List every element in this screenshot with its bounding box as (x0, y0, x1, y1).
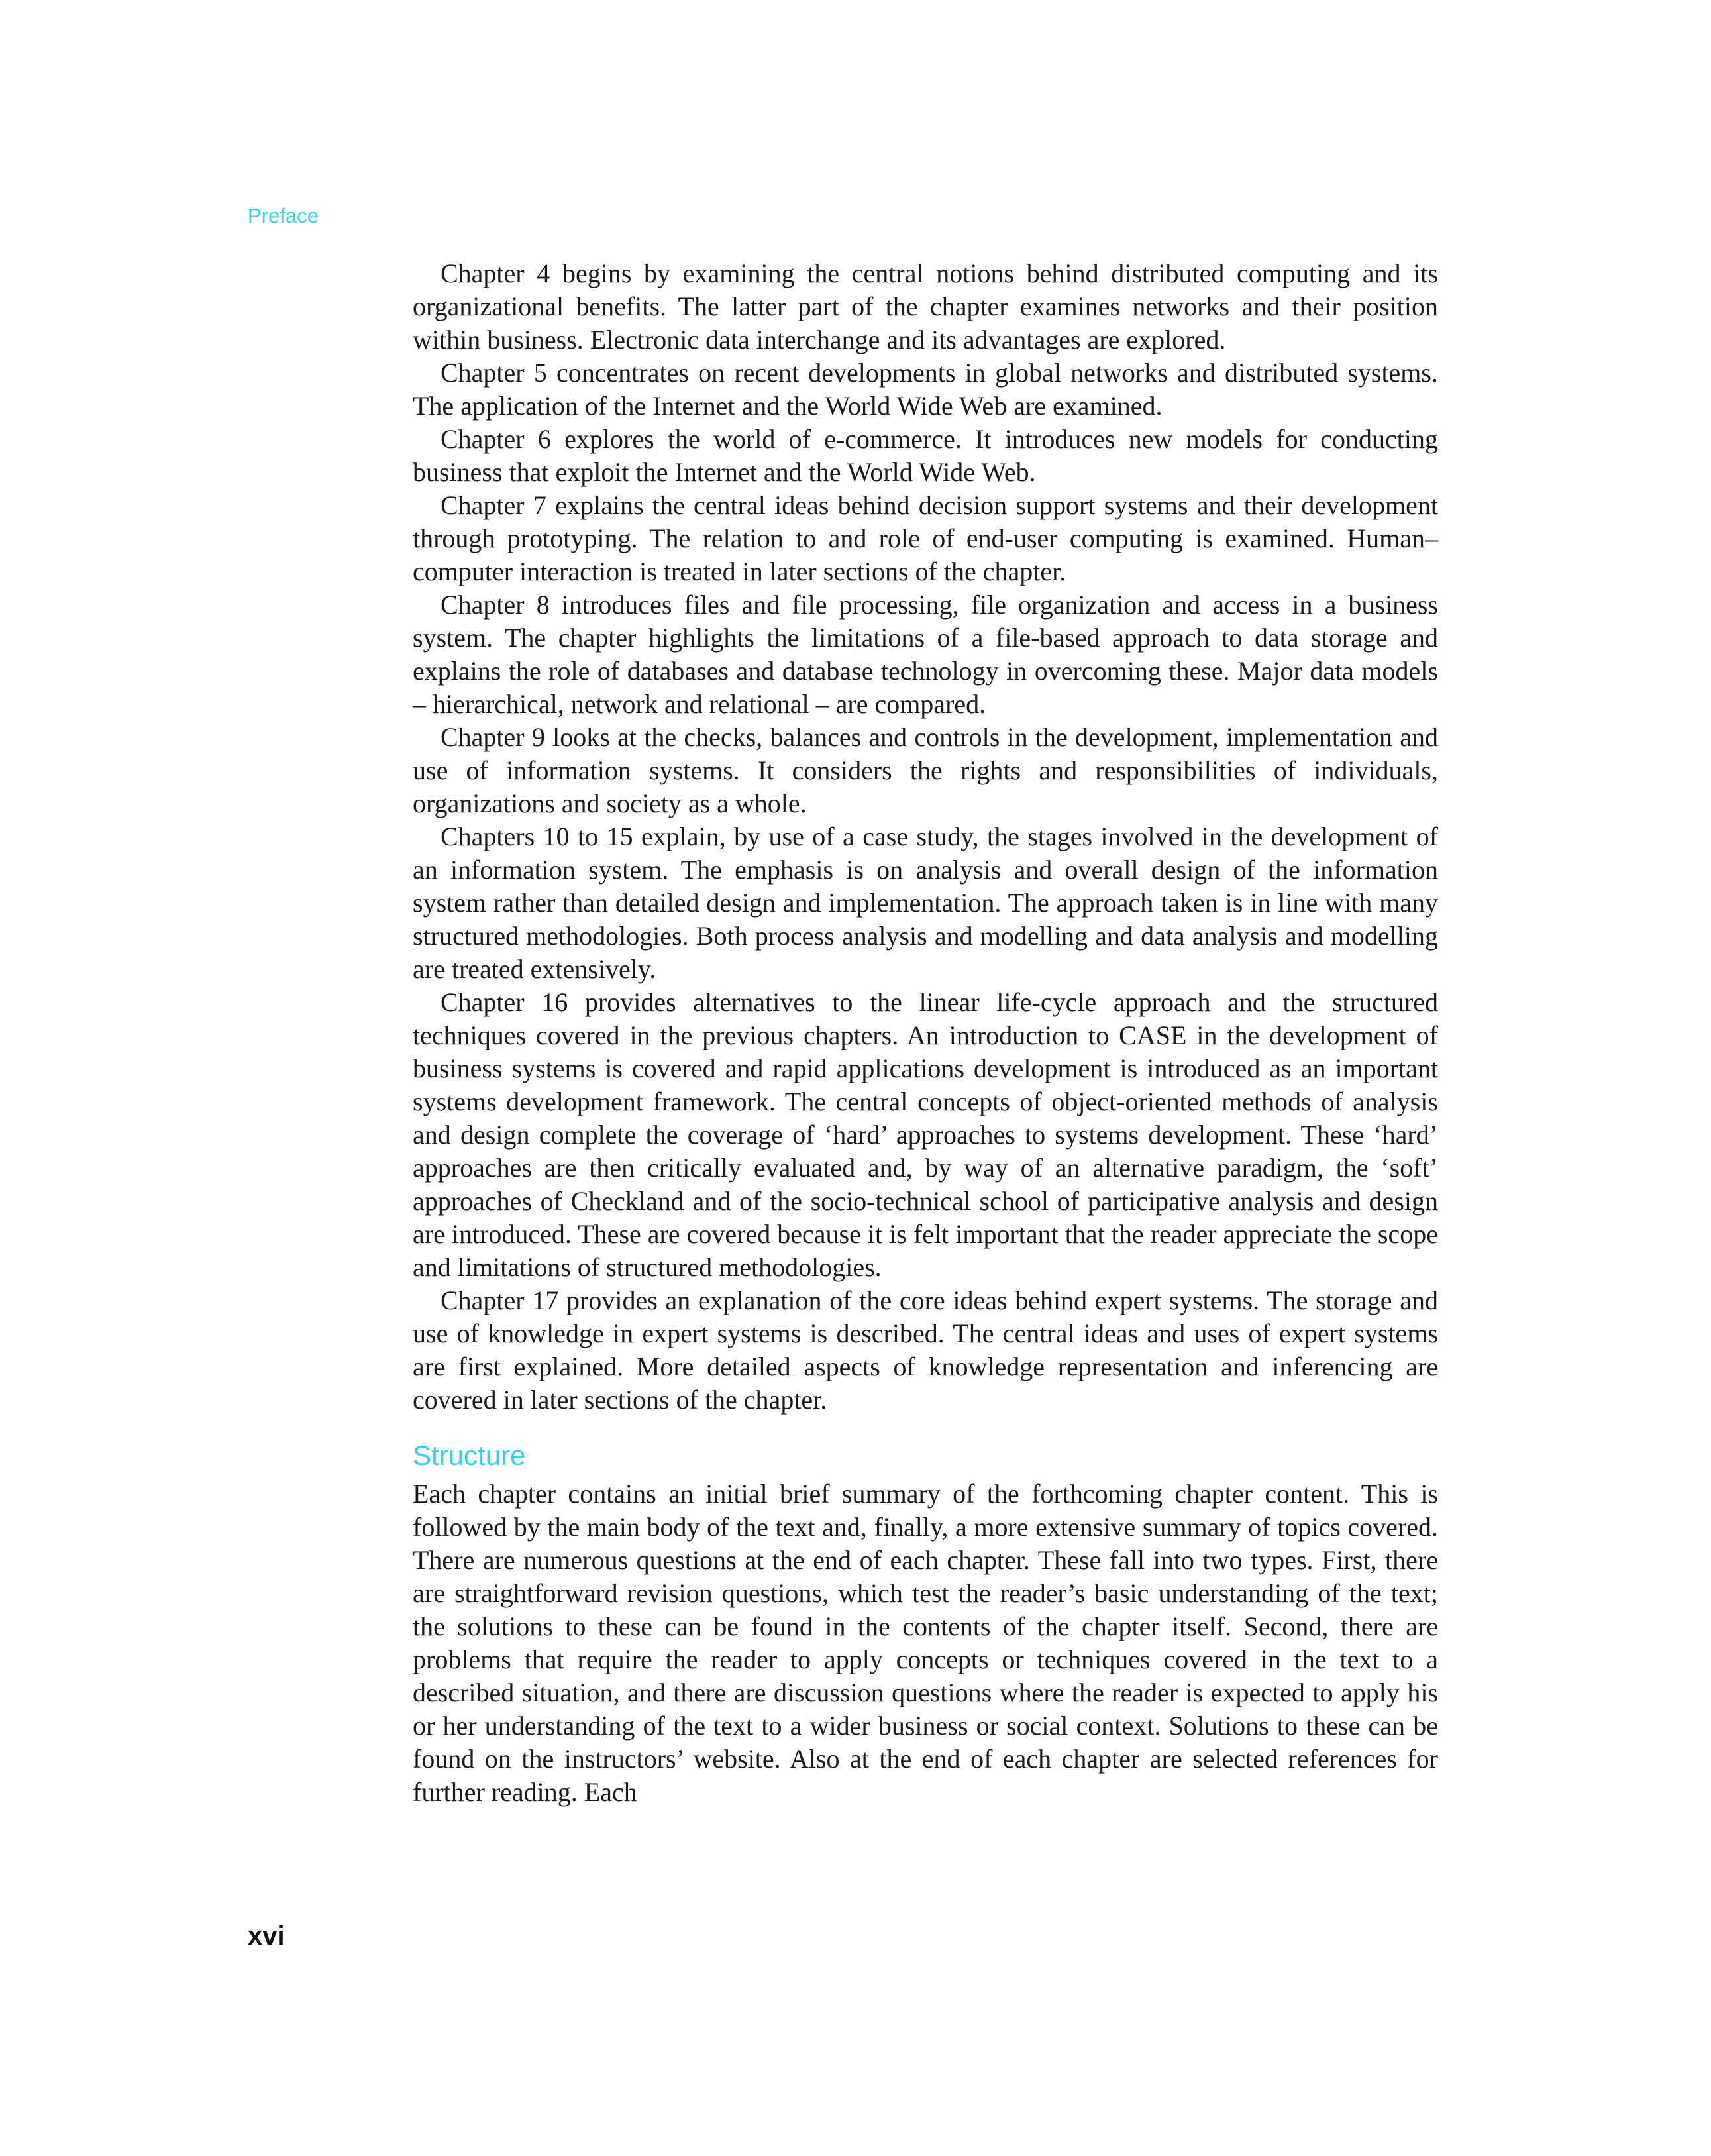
paragraph-chapter-8: Chapter 8 introduces files and file processing, file organization and access in a business system. The chapter highlights the limitations of a file-based approach to data storage and explains the role of databases and database technology in overcoming these. Major data models – hierarchical, network and relational – are compared. (413, 590, 1438, 719)
paragraph-chapter-5: Chapter 5 concentrates on recent developments in global networks and distributed systems. The application of the Internet and the World Wide Web are examined. (413, 358, 1438, 421)
paragraph-chapter-16: Chapter 16 provides alternatives to the linear life-cycle approach and the structured techniques covered in the previous chapters. An introduction to CASE in the development of business systems is covered and rapid applications development is introduced as an important systems development framework. The central concepts of object-oriented methods of analysis and design complete the coverage of ‘hard’ approaches to systems development. These ‘hard’ approaches are then critically evaluated and, by way of an alternative paradigm, the ‘soft’ approaches of Checkland and of the socio-technical school of participative analysis and design are introduced. These are covered because it is felt important that the reader appreciate the scope and limitations of structured methodologies. (413, 987, 1438, 1282)
section-heading-structure: Structure (413, 1440, 526, 1471)
paragraph-chapter-9: Chapter 9 looks at the checks, balances and controls in the development, implementation and use of information systems. It considers the rights and responsibilities of individuals, organizations and society as a whole. (413, 722, 1438, 818)
paragraph-chapter-6: Chapter 6 explores the world of e-commerce. It introduces new models for conducting business that exploit the Internet and the World Wide Web. (413, 424, 1438, 487)
paragraph-chapter-4: Chapter 4 begins by examining the central notions behind distributed computing and its organizational benefits. The latter part of the chapter examines networks and their position within business. Electronic data interchange and its advantages are explored. (413, 258, 1438, 354)
paragraph-structure: Each chapter contains an initial brief summary of the forthcoming chapter content. This is followed by the main body of the text and, finally, a more extensive summary of topics covered. There are numerous questions at the end of each chapter. These fall into two types. First, there are straightforward revision questions, which test the reader’s basic understanding of the text; the solutions to these can be found in the contents of the chapter itself. Second, there are problems that require the reader to apply concepts or techniques covered in the text to a described situation, and there are discussion questions where the reader is expected to apply his or her understanding of the text to a wider business or social context. Solutions to these can be found on the instructors’ website. Also at the end of each chapter are selected references for further reading. Each (413, 1479, 1438, 1807)
paragraph-chapter-17: Chapter 17 provides an explanation of the core ideas behind expert systems. The storage and use of knowledge in expert systems is described. The central ideas and uses of expert systems are first explained. More detailed aspects of knowledge representation and inferencing are covered in later sections of the chapter. (413, 1285, 1438, 1415)
page-number: xvi (248, 1921, 285, 1951)
paragraph-chapters-10-15: Chapters 10 to 15 explain, by use of a case study, the stages involved in the development of an information system. The emphasis is on analysis and overall design of the information system rather than detailed design and implementation. The approach taken is in line with many structured methodologies. Both process analysis and modelling and data analysis and modelling are treated extensively. (413, 822, 1438, 984)
running-head: Preface (248, 204, 319, 227)
body-text (413, 257, 1438, 1809)
paragraph-chapter-7: Chapter 7 explains the central ideas behind decision support systems and their development through prototyping. The relation to and role of end-user computing is examined. Human–computer interaction is treated in later sections of the chapter. (413, 490, 1438, 586)
